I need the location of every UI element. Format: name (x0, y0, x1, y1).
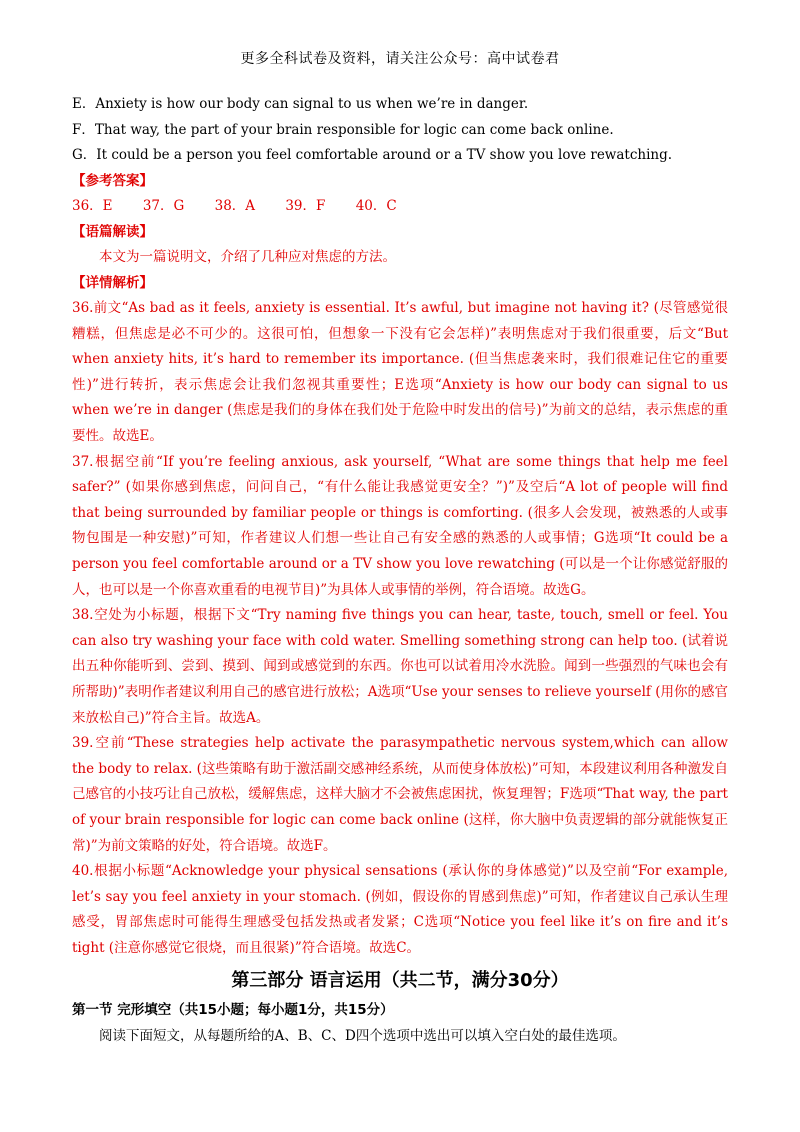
page-content (72, 92, 728, 1049)
part-title: 第三部分 语言运用（共二节，满分30分） (231, 969, 569, 991)
interpretation-text: 本文为一篇说明文，介绍了几种应对焦虑的方法。 (99, 249, 396, 265)
answer-title: 【参考答案】 (72, 172, 153, 189)
analysis-title: 【详情解析】 (72, 274, 153, 291)
answer-38: 38．A (214, 198, 256, 214)
option-g: G．It could be a person you feel comfortable around or a TV show you love rewatching. (72, 147, 673, 163)
option-f: F．That way, the part of your brain responsible for logic can come back online. (72, 121, 614, 138)
analysis-40: 40.根据小标题“Acknowledge your physical sensations (承认你的身体感觉)”以及空前“For example, let’s say you feel anxiety in your stomach. (例如，假设你的胃感到焦虑)”可知，作者建议自己承认生理感受，胃部焦虑时可能得生理感受包括发热或者发紧；C选项“Notice you feel like it’s on fire and it’s tight (注意你感觉它很烧，而且很紧)”符合语境。故选C。 (72, 863, 728, 956)
answer-37: 37．G (142, 198, 185, 214)
option-e: E．Anxiety is how our body can signal to us when we’re in danger. (72, 96, 529, 112)
section-title: 第一节 完形填空（共15小题；每小题1分，共15分） (72, 1001, 394, 1018)
analysis-39: 39.空前“These strategies help activate the parasympathetic nervous system,which can allow the body to relax. (这些策略有助于激活副交感神经系统，从而使身体放松)”可知，本段建议利用各种激发自己感官的小技巧让自己放松，缓解焦虑，这样大脑才不会被焦虑困扰，恢复理智；F选项“That way, the part of your brain responsible for logic can come back online (这样，你大脑中负责逻辑的部分就能恢复正常)”为前文策略的好处，符合语境。故选F。 (72, 735, 728, 854)
answer-36: 36．E (72, 198, 113, 214)
analysis-38: 38.空处为小标题，根据下文“Try naming five things you can hear, taste, touch, smell or feel. You can also try washing your face with cold water. Smelling something strong can help too. (试着说出五种你能听到、尝到、摸到、闻到或感觉到的东西。你也可以试着用冷水洗脸。闻到一些强烈的气味也会有所帮助)”表明作者建议利用自己的感官进行放松；A选项“Use your senses to relieve yourself (用你的感官来放松自己)”符合主旨。故选A。 (72, 607, 728, 726)
instruction-text: 阅读下面短文，从每题所给的A、B、C、D四个选项中选出可以填入空白处的最佳选项。 (99, 1027, 626, 1044)
interpretation-title: 【语篇解读】 (72, 223, 153, 240)
answer-list (72, 194, 728, 220)
analysis-36: 36.前文“As bad as it feels, anxiety is essential. It’s awful, but imagine not having it? (尽管感觉很糟糕，但焦虑是必不可少的。这很可怕，但想象一下没有它会怎样)”表明焦虑对于我们很重要，后文“But when anxiety hits, it’s hard to remember its importance. (但当焦虑袭来时，我们很难记住它的重要性)”进行转折，表示焦虑会让我们忽视其重要性；E选项“Anxiety is how our body can signal to us when we’re in danger (焦虑是我们的身体在我们处于危险中时发出的信号)”为前文的总结，表示焦虑的重要性。故选E。 (72, 300, 728, 445)
analysis-37: 37.根据空前“If you’re feeling anxious, ask yourself, “What are some things that help me feel safer?” (如果你感到焦虑，问问自己，“有什么能让我感觉更安全？”)”及空后“A lot of people will find that being surrounded by familiar people or things is comforting. (很多人会发现，被熟悉的人或事物包围是一种安慰)”可知，作者建议人们想一些让自己有安全感的熟悉的人或事情；G选项“It could be a person you feel comfortable around or a TV show you love rewatching (可以是一个让你感觉舒服的人，也可以是一个你喜欢重看的电视节目)”为具体人或事情的举例，符合语境。故选G。 (72, 453, 728, 598)
answer-39: 39．F (285, 198, 326, 214)
answer-40: 40．C (355, 198, 397, 214)
page-header: 更多全科试卷及资料，请关注公众号：高中试卷君 (240, 51, 560, 67)
